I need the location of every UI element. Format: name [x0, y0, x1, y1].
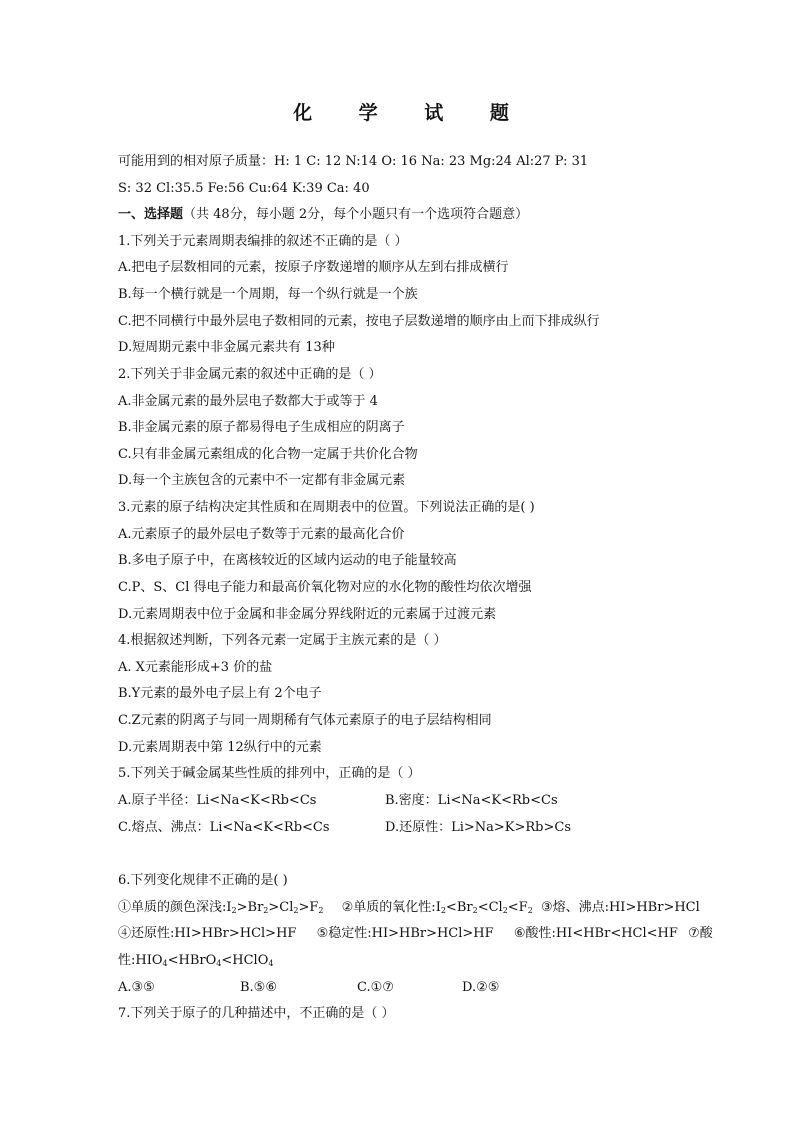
q5-option-d: D.还原性：Li>Na>K>Rb>Cs [385, 820, 572, 835]
q6-stem: 6.下列变化规律不正确的是( ) [118, 873, 288, 888]
q6-statement-1-formula: $I_2>Br_2>Cl_2>F_2$ [226, 900, 324, 915]
q1-stem: 1.下列关于元素周期表编排的叙述不正确的是（ ） [118, 234, 408, 249]
q6-statements-line-1 [118, 900, 700, 916]
q1-option-a: A.把电子层数相同的元素，按原子序数递增的顺序从左到右排成横行 [118, 260, 509, 275]
q6-option-a: A.③⑤ [118, 980, 155, 995]
section-note: （共 48分，每小题 2分，每个小题只有一个选项符合题意） [183, 207, 529, 222]
q6-statement-1-label: ①单质的颜色深浅: [118, 900, 227, 915]
q3-stem: 3.元素的原子结构决定其性质和在周期表中的位置。下列说法正确的是( ) [118, 500, 535, 515]
q1-option-c: C.把不同横行中最外层电子数相同的元素，按电子层数递增的顺序由上而下排成纵行 [118, 314, 600, 329]
q4-option-c: C.Z元素的阴离子与同一周期稀有气体元素原子的电子层结构相同 [118, 713, 492, 728]
q3-option-a: A.元素原子的最外层电子数等于元素的最高化合价 [118, 527, 405, 542]
q4-stem: 4.根据叙述判断，下列各元素一定属于主族元素的是（ ） [118, 633, 447, 648]
q6-statement-7-formula: $HIO_4<HBrO_4<HClO_4$ [135, 953, 274, 968]
q6-statements-line-2 [118, 926, 713, 942]
atomic-mass-line-1: 可能用到的相对原子质量：H: 1 C: 12 N:14 O: 16 Na: 23 Mg:24 Al:27 P: 31 [118, 154, 589, 169]
q6-statement-2-label: ②单质的氧化性: [341, 900, 436, 915]
q6-statement-7-end: 性: [118, 953, 136, 968]
q3-option-d: D.元素周期表中位于金属和非金属分界线附近的元素属于过渡元素 [118, 607, 497, 622]
q6-statement-2-formula: $I_2<Br_2<Cl_2<F_2$ [435, 900, 533, 915]
q1-option-d: D.短周期元素中非金属元素共有 13种 [118, 340, 335, 355]
q6-option-b: B.⑤⑥ [240, 980, 277, 995]
q4-option-a: A. X元素能形成+3 价的盐 [118, 660, 273, 675]
q5-stem: 5.下列关于碱金属某些性质的排列中，正确的是（ ） [118, 766, 421, 781]
q4-option-d: D.元素周期表中第 12纵行中的元素 [118, 740, 322, 755]
q6-statement-7-start: ⑦酸 [688, 926, 713, 941]
q2-option-d: D.每一个主族包含的元素中不一定都有非金属元素 [118, 473, 406, 488]
q6-option-d: D.②⑤ [462, 980, 500, 995]
q2-option-b: B.非金属元素的原子都易得电子生成相应的阴离子 [118, 420, 405, 435]
q5-option-b: B.密度：Li<Na<K<Rb<Cs [385, 793, 558, 808]
section-heading [118, 207, 528, 223]
q1-option-b: B.每一个横行就是一个周期，每一个纵行就是一个族 [118, 287, 418, 302]
q7-stem: 7.下列关于原子的几种描述中，不正确的是（ ） [118, 1006, 395, 1021]
q4-option-b: B.Y元素的最外电子层上有 2个电子 [118, 686, 322, 701]
q6-statement-3: ③熔、沸点:HI>HBr>HCl [540, 900, 700, 915]
q6-statement-4: ④还原性:HI>HBr>HCl>HF [118, 926, 297, 941]
q5-option-a: A.原子半径：Li<Na<K<Rb<Cs [118, 793, 317, 808]
q2-option-c: C.只有非金属元素组成的化合物一定属于共价化合物 [118, 447, 418, 462]
q6-statement-6: ⑥酸性:HI<HBr<HCl<HF [513, 926, 678, 941]
q6-statement-5: ⑤稳定性:HI>HBr>HCl>HF [316, 926, 494, 941]
q3-option-c: C.P、S、Cl 得电子能力和最高价氧化物对应的水化物的酸性均依次增强 [118, 580, 532, 595]
q6-option-c: C.①⑦ [357, 980, 394, 995]
q6-statements-line-3 [118, 953, 273, 969]
page-title: 化 学 试 题 [293, 102, 529, 124]
atomic-mass-line-2: S: 32 Cl:35.5 Fe:56 Cu:64 K:39 Ca: 40 [118, 181, 370, 196]
q2-option-a: A.非金属元素的最外层电子数都大于或等于 4 [118, 394, 378, 409]
q5-option-c: C.熔点、沸点：Li<Na<K<Rb<Cs [118, 820, 330, 835]
q3-option-b: B.多电子原子中，在离核较近的区域内运动的电子能量较高 [118, 553, 457, 568]
q2-stem: 2.下列关于非金属元素的叙述中正确的是（ ） [118, 367, 382, 382]
section-title: 一、选择题 [118, 207, 184, 222]
